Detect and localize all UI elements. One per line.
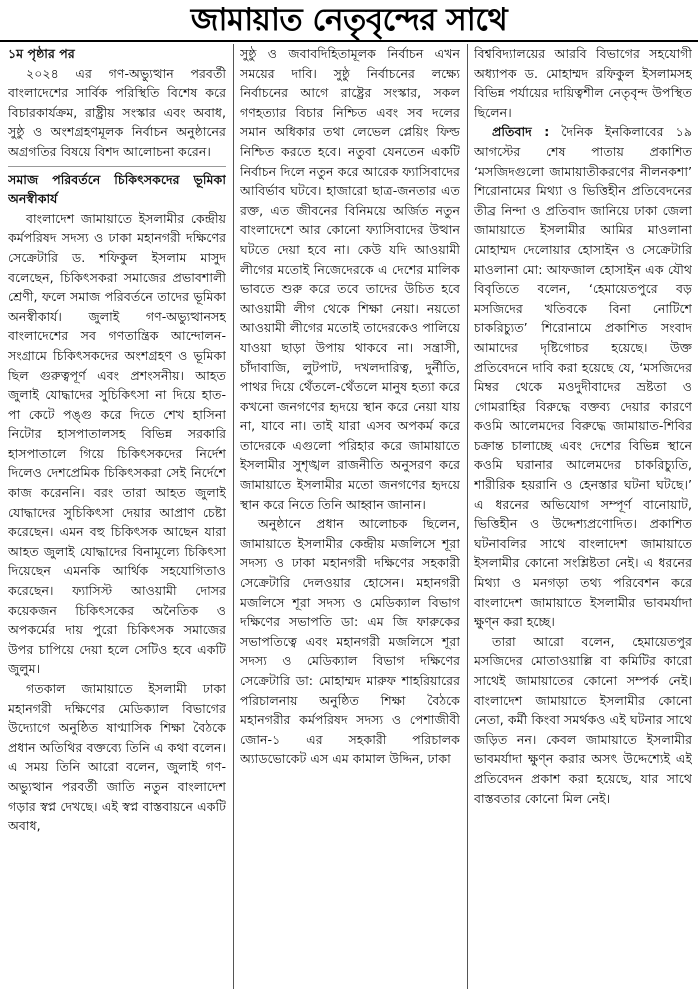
headline-rule	[0, 40, 698, 42]
subheading: সমাজ পরিবর্তনে চিকিৎসকদের ভূমিকা অনস্বীকার্য	[8, 166, 226, 209]
paragraph: সুষ্ঠু ও জবাবদিহিতামূলক নির্বাচন এখন সময়ের দাবি। সুষ্ঠু নির্বাচনের লক্ষ্যে নির্বাচনের আগে রাষ্ট্রের সংস্কার, সকল গণহত্যার বিচার নিশ্চিত এবং সব দলের সমান অধিকার তথা লেভেল প্লেয়িং ফিল্ড নিশ্চিত করতে হবে। নতুবা যেনতেন একটি নির্বাচন দিলে নতুন করে আরেক ফ্যাসিবাদের আবির্ভাব ঘটবে। হাজারো ছাত্র-জনতার এত রক্ত, এত জীবনের বিনিময়ে অর্জিত নতুন বাংলাদেশে আর কোনো ফ্যাসিবাদের উত্থান ঘটতে দেয়া হবে না। কেউ যদি আওয়ামী লীগের মতোই নিজেদেরকে এ দেশের মালিক ভাবতে শুরু করে তবে তাদের উচিত হবে আওয়ামী লীগ থেকে শিক্ষা নেয়া। নয়তো আওয়ামী লীগের মতোই তাদেরকেও পালিয়ে যাওয়া ছাড়া উপায় থাকবে না। সন্ত্রাসী, চাঁদাবাজি, লুটপাট, দখলদারিত্ব, দুর্নীতি, পাথর দিয়ে থেঁতলে-থেঁতলে মানুষ হত্যা করে কখনো জনগণের হৃদয়ে স্থান করে নেয়া যায় না, যাবে না। তাই যারা এসব অপকর্ম করে তাদেরকে এগুলো পরিহার করে জামায়াতে ইসলামীর সুশৃঙ্খল রাজনীতি অনুসরণ করে জামায়াতে ইসলামীর মতো জনগণের হৃদয়ে স্থান করে নিতে তিনি আহ্বান জানান।	[240, 46, 460, 512]
column-divider	[467, 44, 468, 989]
protest-text: দৈনিক ইনকিলাবের ১৯ আগস্টের শেষ পাতায় প্রকাশিত ‘মসজিদগুলো জামায়াতীকরণের নীলনকশা’ শিরোনামের মিথ্যা ও ভিত্তিহীন প্রতিবেদনের তীব্র নিন্দা ও প্রতিবাদ জানিয়ে ঢাকা জেলা জামায়াতে ইসলামীর আমির মাওলানা মোহাম্মদ দেলোয়ার হোসাইন ও সেক্রেটারি মাওলানা মো: আফজাল হোসাইন এক যৌথ বিবৃতিতে বলেন, ‘হেমায়েতপুরে বড় মসজিদের খতিবকে বিনা নোটিশে চাকরিচ্যুত’ শিরোনামে প্রকাশিত সংবাদ আমাদের দৃষ্টিগোচর হয়েছে। উক্ত প্রতিবেদনে দাবি করা হয়েছে যে, ‘মসজিদের মিম্বর থেকে মওদুদীবাদের ভ্রষ্টতা ও গোমরাহির বিরুদ্ধে বক্তব্য দেয়ার কারণে কওমি আলেমদের বিরুদ্ধে জামায়াত-শিবির চক্রান্ত চালাচ্ছে এবং দেশের বিভিন্ন স্থানে কওমি ঘরানার আলেমদের চাকরিচ্যুতি, শারীরিক হয়রানি ও হেনস্তার ঘটনা ঘটছে।’ এ ধরনের অভিযোগ সম্পূর্ণ বানোয়াট, ভিত্তিহীন ও উদ্দেশ্যপ্রণোদিত। প্রকাশিত ঘটনাবলির সাথে বাংলাদেশ জামায়াতে ইসলামীর কোনো সংশ্লিষ্টতা নেই। এ ধরনের মিথ্যা ও মনগড়া তথ্য পরিবেশন করে বাংলাদেশ জামায়াতে ইসলামীর ভাবমর্যাদা ক্ষুণ্ন করা হচ্ছে।	[474, 124, 692, 630]
column-3	[474, 44, 692, 989]
paragraph: বিশ্ববিদ্যালয়ের আরবি বিভাগের সহযোগী অধ্যাপক ড. মোহাম্মদ রফিকুল ইসলামসহ বিভিন্ন পর্যায়ের দায়িত্বশীল নেতৃবৃন্দ উপস্থিত ছিলেন।	[474, 46, 692, 120]
continued-from-label: ১ম পৃষ্ঠার পর	[8, 46, 75, 61]
column-divider	[233, 44, 234, 989]
protest-paragraph	[474, 122, 692, 631]
paragraph: বাংলাদেশ জামায়াতে ইসলামীর কেন্দ্রীয় কর্মপরিষদ সদস্য ও ঢাকা মহানগরী দক্ষিণের সেক্রেটারি ড. শফিকুল ইসলাম মাসুদ বলেছেন, চিকিৎসকরা সমাজের প্রভাবশালী শ্রেণী, ফলে সমাজ পরিবর্তনে তাদের ভূমিকা অনস্বীকার্য। জুলাই গণ-অভ্যুত্থানসহ বাংলাদেশের সব গণতান্ত্রিক আন্দোলন-সংগ্রামে চিকিৎসকদের অংশগ্রহণ ও ভূমিকা ছিল গুরুত্বপূর্ণ এবং প্রশংসনীয়। আহত জুলাই যোদ্ধাদের সুচিকিৎসা না দিয়ে হাত-পা কেটে পঙ্গু করে দিতে শেখ হাসিনা নিটোর হাসপাতালসহ বিভিন্ন সরকারি হাসপাতালে গিয়ে চিকিৎসকদের নির্দেশ দিলেও দেশপ্রেমিক চিকিৎসকরা সেই নির্দেশে কাজ করেননি। বরং তারা আহত জুলাই যোদ্ধাদের সুচিকিৎসা দেয়ার আপ্রাণ চেষ্টা করেছেন। এমন বহু চিকিৎসক আছেন যারা আহত জুলাই যোদ্ধাদের বিনামূল্যে চিকিৎসা দিয়েছেন এমনকি আর্থিক সহযোগিতাও করেছেন। ফ্যাসিস্ট আওয়ামী দোসর কয়েকজন চিকিৎসকের অনৈতিক ও অপকর্মের দায় পুরো চিকিৎসক সমাজের উপর চাপিয়ে দেয়া হলে সেটিও হবে একটি জুলুম।	[8, 210, 226, 677]
column-1	[8, 44, 226, 989]
paragraph: তারা আরো বলেন, হেমায়েতপুর মসজিদের মোতাওয়াল্লি বা কমিটির কারো সাথেই জামায়াতের কোনো সম্পর্ক নেই। বাংলাদেশ জামায়াতে ইসলামীর কোনো নেতা, কর্মী কিংবা সমর্থকও এই ঘটনার সাথে জড়িত নন। কেবল জামায়াতে ইসলামীর ভাবমর্যাদা ক্ষুণ্ন করার অসৎ উদ্দেশ্যেই এই প্রতিবেদন প্রকাশ করা হয়েছে, যার সাথে বাস্তবতার কোনো মিল নেই।	[474, 633, 692, 806]
protest-label: প্রতিবাদ :	[492, 124, 550, 140]
paragraph: অনুষ্ঠানে প্রধান আলোচক ছিলেন, জামায়াতে ইসলামীর কেন্দ্রীয় মজলিসে শূরা সদস্য ও ঢাকা মহানগরী দক্ষিণের সহকারী সেক্রেটারি দেলওয়ার হোসেন। মহানগরী মজলিসে শূরা সদস্য ও মেডিক্যাল বিভাগ দক্ষিণের সভাপতি ডা: এম জি ফারুকের সভাপতিত্বে এবং মহানগরী মজলিসে শূরা সদস্য ও মেডিক্যাল বিভাগ দক্ষিণের সেক্রেটারি ডা: মোহাম্মদ মারুফ শাহরিয়ারের পরিচালনায় অনুষ্ঠিত শিক্ষা বৈঠকে মহানগরীর কর্মপরিষদ সদস্য ও পেশাজীবী জোন-১ এর সহকারী পরিচালক অ্যাডভোকেট এস এম কামাল উদ্দিন, ঢাকা	[240, 516, 460, 767]
paragraph: গতকাল জামায়াতে ইসলামী ঢাকা মহানগরী দক্ষিণের মেডিক্যাল বিভাগের উদ্যোগে অনুষ্ঠিত ষাণ্মাসিক শিক্ষা বৈঠকে প্রধান অতিথির বক্তব্যে তিনি এ কথা বলেন। এ সময় তিনি আরো বলেন, জুলাই গণ-অভ্যুত্থান পরবর্তী জাতি নতুন বাংলাদেশ গড়ার স্বপ্ন দেখছে। এই স্বপ্ন বাস্তবায়নে একটি অবাধ,	[8, 681, 226, 834]
column-2	[240, 44, 460, 989]
headline: জামায়াত নেতৃবৃন্দের সাথে	[190, 2, 508, 38]
paragraph: ২০২৪ এর গণ-অভ্যুত্থান পরবর্তী বাংলাদেশের সার্বিক পরিস্থিতি বিশেষ করে বিচারকার্যক্রম, রাষ্ট্রীয় সংস্কার এবং অবাধ, সুষ্ঠু ও অংশগ্রহণমূলক নির্বাচন অনুষ্ঠানের অগ্রগতির বিষয়ে বিশদ আলোচনা করেন।	[8, 65, 226, 159]
